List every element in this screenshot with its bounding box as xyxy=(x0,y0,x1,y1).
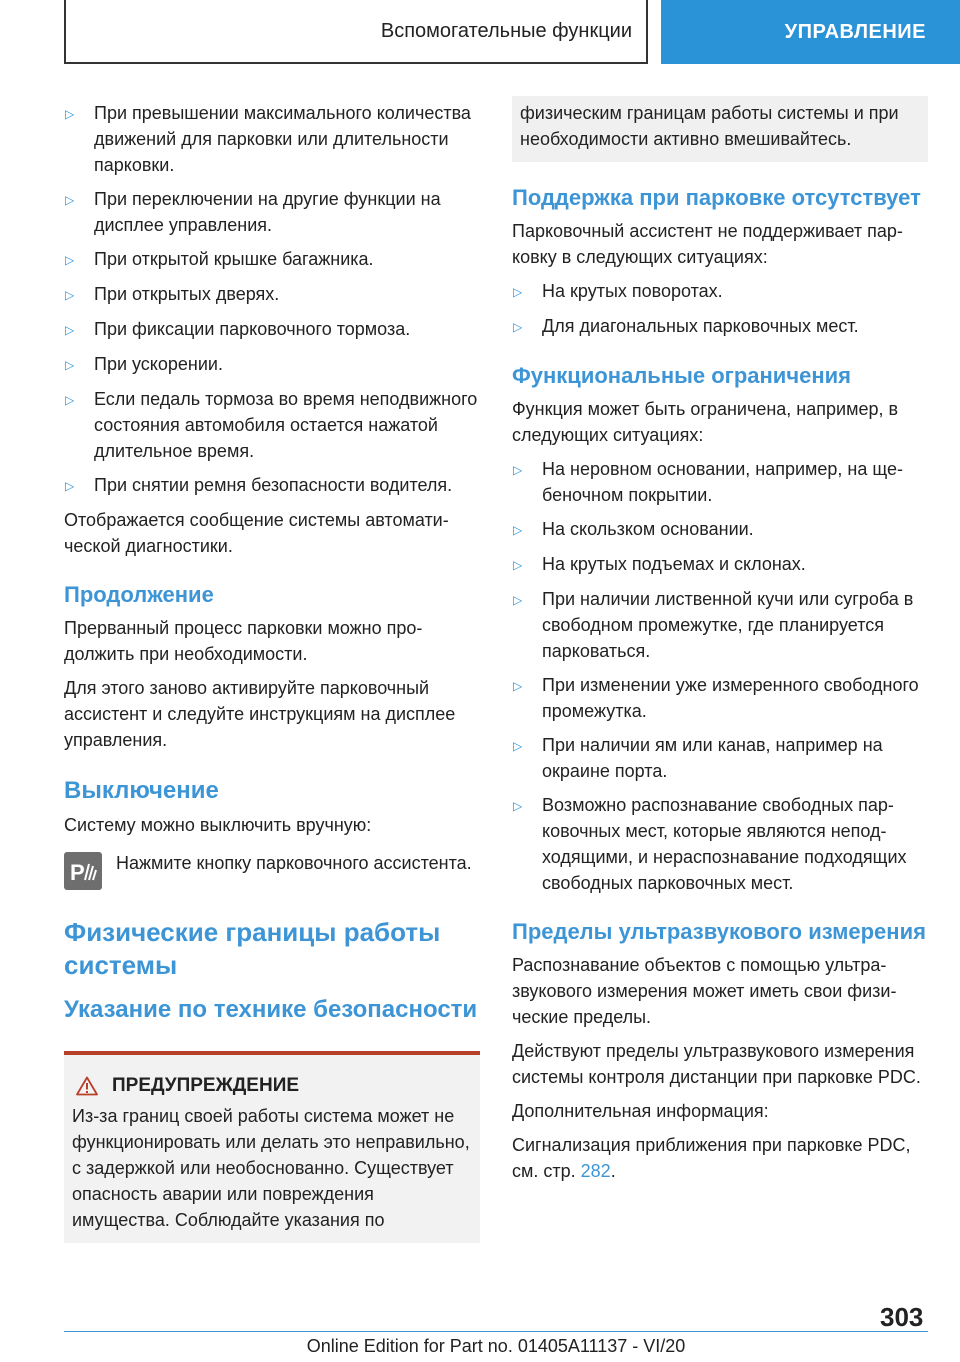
list-item: ▷ При изменении уже измеренного свободного промежутка. xyxy=(512,672,928,724)
triangle-right-icon: ▷ xyxy=(513,679,523,693)
triangle-right-icon: ▷ xyxy=(65,358,75,372)
list-item: ▷ При ускорении. xyxy=(64,351,480,378)
page-reference-link[interactable]: 282 xyxy=(580,1161,611,1181)
triangle-right-icon: ▷ xyxy=(65,288,75,302)
header-section-box xyxy=(64,0,648,64)
list-item: ▷ На крутых подъемах и склонах. xyxy=(512,551,928,578)
footer-divider xyxy=(64,1331,928,1332)
paragraph: Дополнительная информация: xyxy=(512,1101,769,1121)
page-number: 303 xyxy=(880,1302,924,1332)
list-item: ▷ При наличии ям или канав, например на окраине порта. xyxy=(512,732,928,784)
triangle-right-icon: ▷ xyxy=(65,253,75,267)
paragraph: Парковочный ассистент не поддерживает парковку в следующих ситуациях: xyxy=(512,221,903,267)
list-item: ▷ При открытых дверях. xyxy=(64,281,480,308)
footer-edition: Online Edition for Part no. 01405A11137 - VI/20 xyxy=(306,1336,686,1356)
list-item: ▷ На неровном основании, например, на щебеночном покрытии. xyxy=(512,456,928,508)
paragraph: Распознавание объектов с помощью ультразвукового измерения может иметь свои физические пределы. xyxy=(512,955,897,1027)
heading-switch-off: Выключение xyxy=(64,777,219,804)
list-item: ▷ При переключении на другие функции на дисплее управления. xyxy=(64,186,480,238)
heading-physical-limits: Физические границы работы системы xyxy=(64,917,441,980)
header-chapter-title: УПРАВЛЕНИЕ xyxy=(784,20,926,43)
triangle-right-icon: ▷ xyxy=(513,285,523,299)
heading-continue: Продолжение xyxy=(64,582,214,607)
triangle-right-icon: ▷ xyxy=(65,393,75,407)
left-column xyxy=(64,100,480,1243)
paragraph: Систему можно выключить вручную: xyxy=(64,815,372,835)
list-item: ▷ При превышении максимального количества движений для парковки или длительности парковки. xyxy=(64,100,480,178)
triangle-right-icon: ▷ xyxy=(65,479,75,493)
list-item: ▷ Для диагональных парковочных мест. xyxy=(512,313,928,340)
list-item: ▷ На крутых поворотах. xyxy=(512,278,928,305)
heading-ultrasonic-limits: Пределы ультразвукового измерения xyxy=(512,919,926,944)
paragraph: Отображается сообщение системы автоматической диагностики. xyxy=(64,510,449,556)
right-column xyxy=(512,100,928,1192)
triangle-right-icon: ▷ xyxy=(513,799,523,813)
icon-instruction-text: Нажмите кнопку парковочного ассистента. xyxy=(116,853,472,873)
paragraph: Функция может быть ограничена, например, в следующих ситуациях: xyxy=(512,399,899,445)
warning-title: ПРЕДУПРЕЖДЕНИЕ xyxy=(112,1075,300,1096)
triangle-right-icon: ▷ xyxy=(65,193,75,207)
warning-box-continued xyxy=(512,96,928,162)
warning-text: Из-за границ своей работы система может не функционировать или делать это неправильно, с задержкой или необоснованно. Существует опасность аварии или повреждения имущества. Соблюдайте указания по xyxy=(72,1106,470,1230)
list-item: ▷ При открытой крышке багажника. xyxy=(64,246,480,273)
triangle-right-icon: ▷ xyxy=(65,323,75,337)
triangle-right-icon: ▷ xyxy=(513,523,523,537)
warning-text-continued: физическим границам работы системы и при необходимости активно вмешивайтесь. xyxy=(520,103,899,149)
paragraph-with-reference: Сигнализация приближения при парковке PDC, см. стр. 282. xyxy=(512,1135,911,1181)
warning-header xyxy=(72,1075,470,1097)
triangle-right-icon: ▷ xyxy=(513,739,523,753)
triangle-right-icon: ▷ xyxy=(65,107,75,121)
heading-safety: Указание по технике безопасности xyxy=(64,996,478,1023)
header-section-title: Вспомогательные функции xyxy=(380,19,632,42)
triangle-right-icon: ▷ xyxy=(513,463,523,477)
list-item: ▷ Если педаль тормоза во время неподвижного состояния автомобиля остается нажатой длительное время. xyxy=(64,386,480,464)
list-item: ▷ При наличии лиственной кучи или сугроба в свободном промежутке, где планируется парковаться. xyxy=(512,586,928,664)
paragraph: Для этого заново активируйте парковочный ассистент и следуйте инструкциям на дисплее управления. xyxy=(64,678,456,750)
list-item: ▷ При снятии ремня безопасности водителя. xyxy=(64,472,480,499)
triangle-right-icon: ▷ xyxy=(513,320,523,334)
svg-text:P: P xyxy=(70,860,85,884)
paragraph: Действуют пределы ультразвукового измерения системы контроля дистанции при парковке PDC. xyxy=(512,1041,921,1087)
icon-instruction xyxy=(64,850,480,890)
list-item: ▷ На скользком основании. xyxy=(512,516,928,543)
paragraph: Прерванный процесс парковки можно продолжить при необходимости. xyxy=(64,618,423,664)
triangle-right-icon: ▷ xyxy=(513,593,523,607)
parking-assistant-icon xyxy=(64,852,102,890)
list-item: ▷ Возможно распознавание свободных парковочных мест, которые являются неподходящими, и нераспознавание подходящих свободных парковочных мест. xyxy=(512,792,928,896)
warning-triangle-icon xyxy=(76,1076,98,1096)
heading-no-support: Поддержка при парковке отсутствует xyxy=(512,185,921,210)
warning-box xyxy=(64,1051,480,1243)
heading-functional-limits: Функциональные ограничения xyxy=(512,363,851,388)
list-item: ▷ При фиксации парковочного тормоза. xyxy=(64,316,480,343)
header-chapter-tab[interactable] xyxy=(661,0,960,64)
triangle-right-icon: ▷ xyxy=(513,558,523,572)
